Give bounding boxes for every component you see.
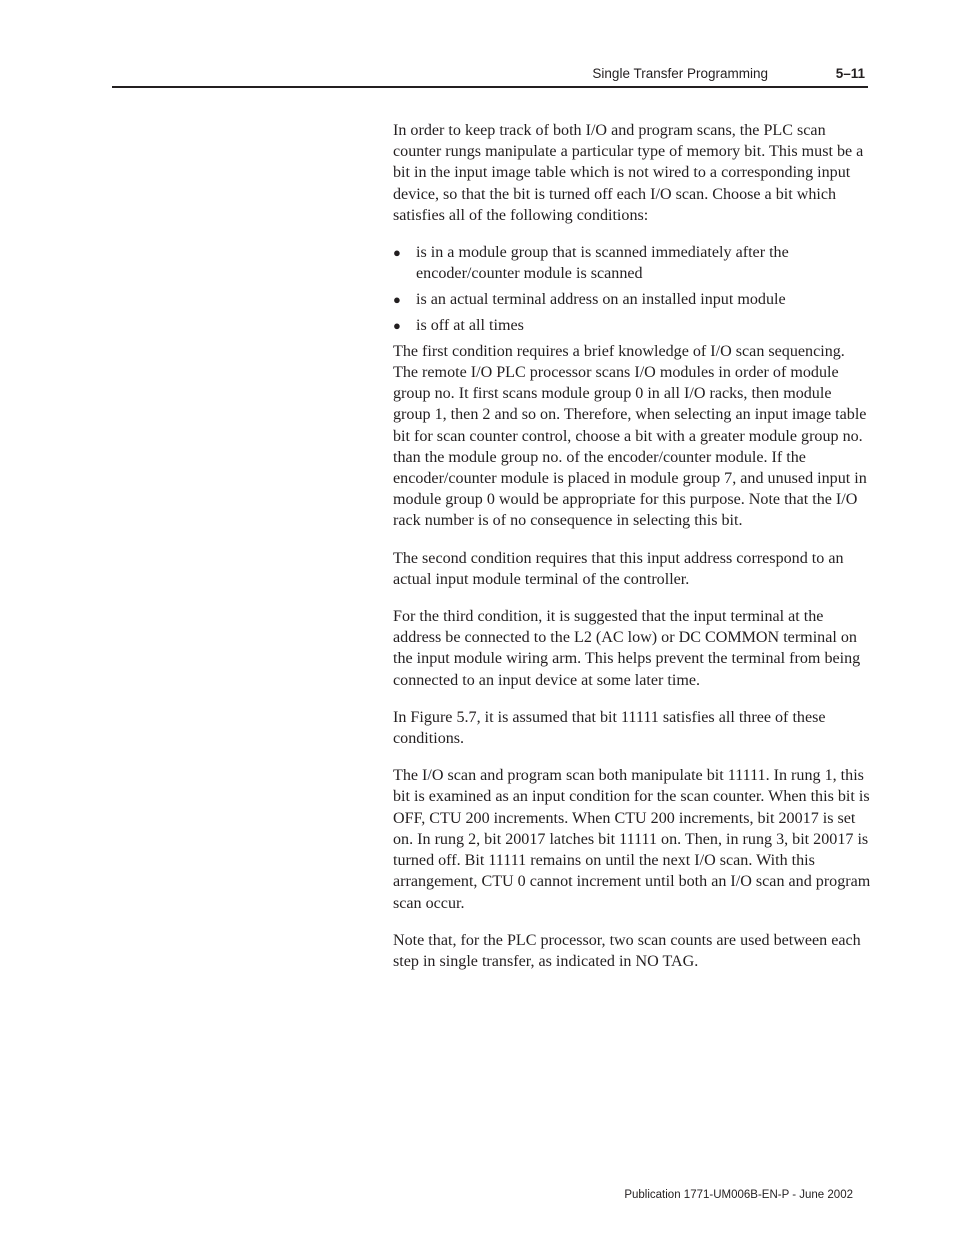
header-rule: [112, 86, 868, 88]
paragraph-second-condition: The second condition requires that this input address correspond to an actual input module terminal of the controller.: [393, 549, 844, 588]
list-item: [393, 289, 873, 310]
list-item-text: is an actual terminal address on an installed input module: [416, 290, 786, 308]
running-header-title: Single Transfer Programming: [592, 66, 768, 81]
bullet-icon: ●: [393, 291, 401, 307]
paragraph-third-condition: For the third condition, it is suggested that the input terminal at the address be connected to the L2 (AC low) or DC COMMON terminal on the input module wiring arm. This helps prevent the terminal from being connected to an input device at some later time.: [393, 608, 861, 689]
list-item-text: is in a module group that is scanned immediately after the encoder/counter module is scanned: [416, 244, 789, 283]
paragraph-first-condition: The first condition requires a brief knowledge of I/O scan sequencing. The remote I/O PLC processor scans I/O modules in order of module group no. It first scans module group 0 in all I/O racks, then module group 1, then 2 and so on. Therefore, when selecting an input image table bit for scan counter control, choose a bit with a greater module group no. than the module group no. of the encoder/counter module. If the encoder/counter module is placed in module group 7, and unused input in module group 0 would be appropriate for this purpose. Note that the I/O rack number is of no consequence in selecting this bit.: [393, 342, 867, 530]
paragraph-note: Note that, for the PLC processor, two scan counts are used between each step in single transfer, as indicated in NO TAG.: [393, 931, 861, 970]
body-text: [393, 120, 873, 972]
paragraph-figure-reference: In Figure 5.7, it is assumed that bit 11111 satisfies all three of these conditions.: [393, 708, 826, 748]
list-item: [393, 315, 873, 336]
page-number: 5–11: [835, 66, 865, 81]
paragraph-intro: In order to keep track of both I/O and program scans, the PLC scan counter rungs manipulate a particular type of memory bit. This must be a bit in the input image table which is not wired to a corresponding input device, so that the bit is turned off each I/O scan. Choose a bit which satisfies all of the following conditions:: [393, 122, 864, 224]
paragraph-scan-explanation: The I/O scan and program scan both manipulate bit 11111. In rung 1, this bit is examined as an input condition for the scan counter. When this bit is OFF, CTU 200 increments. When CTU 200 increments, bit 20017 is set on. In rung 2, bit 20017 latches bit 11111 on. Then, in rung 3, bit 20017 is turned off. Bit 11111 remains on until the next I/O scan. With this arrangement, CTU 0 cannot increment until both an I/O scan and program scan occur.: [393, 767, 871, 912]
list-item: [393, 242, 873, 284]
list-item-text: is off at all times: [416, 316, 524, 334]
bullet-icon: ●: [393, 317, 401, 333]
publication-footer: Publication 1771-UM006B-EN-P - June 2002: [624, 1189, 853, 1201]
conditions-list: [393, 242, 873, 336]
bullet-icon: ●: [393, 245, 401, 261]
